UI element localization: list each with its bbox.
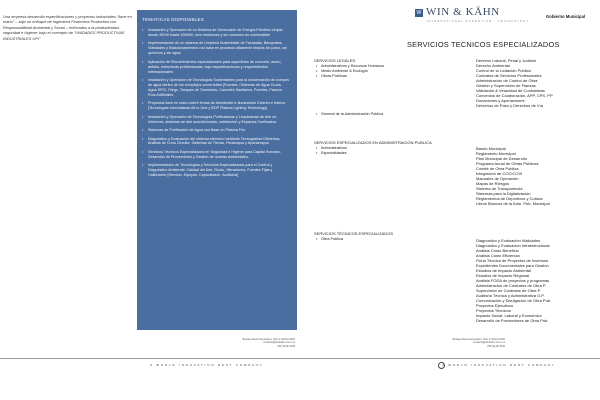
service-item: Proyectos Ejecutivos (476, 303, 514, 308)
brand-subtitle: INTERNATIONAL EXPERTISE · TECHNOLOGY (426, 19, 530, 23)
service-item: Diagnostico y Evaluación Vialidades (476, 238, 541, 243)
service-item: Expedientes Documentales para Gestión (476, 263, 549, 268)
contact-phone: (55) 9149-4449 (487, 344, 505, 348)
admin-title: SERVICIOS ESPECIALIZADOS EN ADMINISTRACIÓN PUBLICA (314, 140, 432, 145)
service-item: Administración de Contratos de Obra P. (476, 283, 547, 288)
panel-title: TEMATICAS DISPONIBLES (142, 17, 205, 22)
intro-paragraph: Una empresa desarrolla especificaciones y proyectos industriales "llave en mano" – bajo un enfoque de Ingeniería Financiera Productiva con Responsabilidad Ambiental y Social – enfocados a la productividad, seguridad e higiene; bajo el concepto de "UNIDADES PRODUCTIVAS INDUSTRIALES UPI" (3, 14, 132, 41)
tech-services-list (476, 238, 551, 323)
topic-item: • Instalación y Operación de Tecnologías Sustentables para la conservación de cuerpos de agua dentro de los complejos comerciales [Fuentes, Cisternas de Agua Cruda, Agua SPCI, Riego, Tanques de Tormentas, Canceles Sanitarios, Fuentes, Paseos, Ríos Artificiales (142, 78, 291, 98)
tech-block (314, 231, 393, 242)
contact-email[interactable]: contacto@winkahn.com.mx (473, 341, 505, 345)
topic-item: • Implementación de Tecnologías y Servicios Especializados para el Control y Diagnóstico Ambiental. Calidad del Aire, Ruido, Vibraciones, Fuentes Fijas y Calibración [Servicio, Equipos, Capacitación, Auditoría] (142, 163, 291, 178)
admin-services-list (476, 146, 550, 206)
legal-general-list (314, 112, 383, 117)
service-item: Convenios de Colaboración, APP, CPS, PP (476, 93, 553, 98)
service-item: Estudios de Impacto Ambiental (476, 268, 531, 273)
contact-email[interactable]: contacto@winkahn.com.mx (263, 341, 295, 345)
brand-name: WIN & KÄHN (426, 6, 500, 18)
right-page (300, 0, 600, 400)
service-item: Gestión y Supervisión de Fianzas (476, 83, 536, 88)
legal-services-list (476, 58, 553, 108)
service-item: Proyectos Técnicos (476, 308, 511, 313)
topics-panel (137, 10, 297, 330)
topic-item: • Sistemas de Purificación de Agua con Base en Plasma Frío (142, 128, 291, 133)
page-title: SERVICIOS TECNICOS ESPECIALIZADOS (407, 40, 560, 49)
footer-tagline: A WORLD INNOVATION RENT COMPANY (442, 363, 556, 367)
tech-title: SERVICIOS TÉCNICOS ESPECIALIZADOS (314, 231, 393, 236)
service-item: Derechos de Paso y Derechos de Vía (476, 103, 543, 108)
topic-item: • Proyectos llave en mano sobre temas de Alumbrado e Iluminación Exterior e Interior [Tecnologías fotovoltaicas All-in-One y BOP Plasma Lighting Technology] (142, 101, 291, 111)
contact-address: Bosque Real Corporativo, Piso 2 oficina 2020 (242, 338, 295, 341)
service-item: Comité de Obra Publica (476, 166, 519, 171)
service-item: Integración de COCICOVI (476, 171, 523, 176)
legal-title: SERVICIOS LEGALES (314, 58, 356, 63)
service-item: Donaciones y Aportaciones (476, 98, 525, 103)
contact-block (215, 338, 295, 348)
footer-tagline: A WORLD INNOVATION RENT COMPANY (150, 363, 264, 367)
service-item: Auditoria Técnica y Administrativa O.P. (476, 293, 545, 298)
service-item: Ficha Técnica de Proyectos de Inversión (476, 258, 549, 263)
topic-item: • Servicios Técnicos Especializados en Seguridad e Higiene para Capital Humano, Desarrollo de Proveedores y Gestión de normas ambientales. (142, 150, 291, 160)
legal-block (314, 58, 384, 78)
category-item: • Administrativos y Recursos Humanos (314, 64, 384, 69)
admin-block (314, 140, 432, 156)
service-item: Comunicación y Divulgación de Obra Pub. (476, 298, 552, 303)
topics-list (142, 28, 291, 178)
footer-divider (300, 358, 600, 359)
contact-address: Bosque Real Corporativo, Piso 2 oficina 2020 (452, 338, 505, 341)
service-item: Plan Municipal de Desarrollo (476, 156, 527, 161)
brand-logo-icon: W (416, 10, 422, 16)
service-item: Contratos de Servicios Profesionales (476, 73, 542, 78)
service-item: Diagnostico y Evaluación Infraestructuras (476, 243, 550, 248)
category-item: • Medio Ambiente & Ecología (314, 69, 384, 74)
service-item: Desarrollo de Proveedores de Obra Pub. (476, 318, 549, 323)
service-item: Libros Blancos de la Adm. Pub. Municipal (476, 201, 550, 206)
service-item: Análisis FODA de proyectos y programas (476, 278, 550, 283)
category-item: • General de la Administración Pública (314, 112, 383, 117)
service-item: Derecho Laboral, Penal y Judicial (476, 58, 536, 63)
service-item: Impacto Social, Laboral y Económico (476, 313, 542, 318)
category-item: • Especialidades (314, 151, 432, 156)
category-item: • Obra Publica (314, 237, 393, 242)
topic-item: • Diagnóstico y Evaluación del sistema eléctrico mediante Termografías Eléctricas, Análisis de Corto Circuito, Sistemas de Tierras, Pararrayos y Apartarrayos (142, 137, 291, 147)
admin-categories (314, 146, 432, 156)
service-item: Programa Anual de Obras Publicas (476, 161, 539, 166)
service-item: Supervisión de Contratos de Obra P. (476, 288, 541, 293)
service-item: Validación & Veracidad de Contratistas (476, 88, 545, 93)
tech-categories (314, 237, 393, 242)
service-item: Manuales de Operación (476, 176, 519, 181)
topic-item: • Implementación de un sistema de Limpieza Sustentable de Fachadas, Banquetas, Vialidades y Estacionamientos con base en procesos altamente limpios sin polvo, sin químicos y sin agua (142, 41, 291, 56)
contact-phone: (55) 9149-4449 (277, 344, 295, 348)
service-item: Estudios de Impacto Regional (476, 273, 530, 278)
topic-item: • Instalación y Operación de Tecnologías Purificadoras y Limpiadoras de Aire en Interiores, sistemas de aire acondicionado, calefacción y Espacios Confinados. (142, 115, 291, 125)
footer-divider (0, 358, 300, 359)
service-item: Derecho Ambiental (476, 63, 510, 68)
service-item: Sistemas para la Digitalización (476, 191, 531, 196)
client-label: Gobierno Municipal (546, 14, 586, 19)
service-item: Mapas de Riesgos (476, 181, 510, 186)
category-item: • Obras Publicas (314, 74, 384, 79)
service-item: Análisis Costo Beneficio (476, 248, 519, 253)
service-item: Sistema de Transparencia (476, 186, 523, 191)
service-item: Administración de Control de Obra (476, 78, 538, 83)
legal-categories (314, 64, 384, 78)
contact-block (425, 338, 505, 348)
service-item: Análisis Costo Eficiencia (476, 253, 520, 258)
service-item: Bando Municipal (476, 146, 506, 151)
category-item: • Administrativos (314, 146, 432, 151)
service-item: Reglamentos de Deportivos y Cultura (476, 196, 543, 201)
service-item: Reglamento Municipal (476, 151, 516, 156)
topic-item: • Aplicación de Recubrimientos especializados para superficies de concreto, acero, asfalto, estructuras prefabricadas; bajo especificaciones y requerimientos internacionales (142, 60, 291, 75)
topic-item: • Instalación y Operación de un Sistema de Generación de Energía Eléctrica Limpia desde 30KW hasta 100MW, cero emisiones y sin consumo de combustible (142, 28, 291, 38)
service-item: Control de la Licitación Publica (476, 68, 531, 73)
